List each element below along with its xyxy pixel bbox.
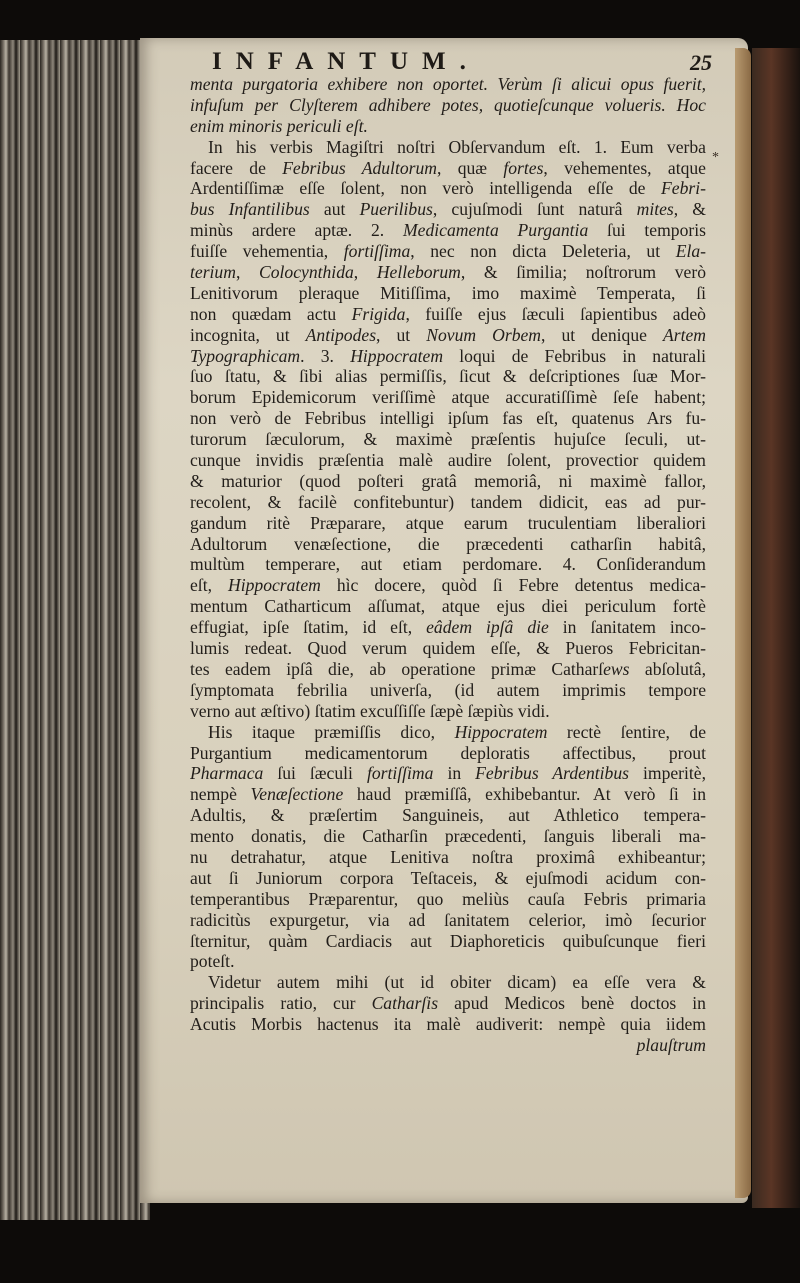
roman-text: , & ſimilia; noſtrorum verò — [460, 262, 706, 283]
page-stack-edges — [0, 40, 150, 1220]
roman-text: imperitè, — [628, 763, 706, 784]
roman-text: mento donatis, die Catharſin præcedenti, ſanguis liberali ma- — [190, 826, 706, 847]
roman-text: eſt, — [190, 575, 228, 596]
roman-text: , ut — [376, 324, 427, 345]
roman-text: , nec non dicta Deleteria, ut — [410, 241, 676, 262]
italic-text: Pharmaca — [190, 763, 264, 784]
text-line — [190, 74, 706, 95]
roman-text: gandum ritè Præparare, atque earum truculentiam liberaliori — [190, 512, 706, 533]
italic-text: Hippocratem — [350, 345, 444, 366]
italic-text: fortiſſima — [366, 763, 434, 784]
roman-text: & maturior (quod poſteri gratâ memoriâ, ni maximè fallor, — [190, 470, 706, 491]
roman-text: ſui temporis — [588, 220, 706, 241]
text-line — [190, 325, 706, 346]
roman-text: nempè — [190, 784, 251, 805]
text-line — [190, 158, 706, 179]
roman-text: , & — [673, 199, 706, 220]
roman-text: recolent, & facilè confitebuntur) tandem didicit, eas ad pur- — [190, 491, 706, 512]
text-line — [190, 993, 706, 1014]
roman-text: haud præmiſſâ, exhibebantur. At verò ſi in — [343, 784, 706, 805]
text-line — [190, 951, 706, 972]
roman-text: fuiſſe vehementia, — [190, 241, 344, 262]
text-line — [190, 575, 706, 596]
roman-text: in ſanitatem inco- — [548, 617, 706, 638]
text-line — [190, 910, 706, 931]
roman-text: nu detrahatur, atque Lenitiva noſtra proximâ exhibeantur; — [190, 846, 706, 867]
roman-text: , vehementes, atque — [543, 157, 706, 178]
margin-mark: * — [712, 150, 719, 165]
roman-text: , fuiſſe ejus ſæculi ſapientibus adeò — [405, 303, 706, 324]
text-line — [190, 137, 706, 158]
text-line — [190, 116, 706, 137]
running-title: INFANTUM. — [212, 48, 480, 75]
roman-text: ſymptomata febrilia univerſa, (id autem imprimis tempore — [190, 679, 706, 700]
text-line — [190, 784, 706, 805]
italic-text: ews — [603, 658, 630, 679]
text-line — [190, 889, 706, 910]
italic-text: eâdem ipſâ die — [426, 617, 549, 638]
text-line — [190, 722, 706, 743]
roman-text: His itaque præmiſſis dico, — [208, 721, 455, 742]
text-line — [190, 241, 706, 262]
italic-text: Frigida — [351, 303, 406, 324]
text-line — [190, 847, 706, 868]
italic-text: Catharſis — [371, 993, 439, 1014]
roman-text: turorum ſæculorum, & maximè præſentis hujuſce ſeculi, ut- — [190, 429, 706, 450]
roman-text: aut ſi Juniorum corpora Teſtaceis, & ejuſmodi acidum con- — [190, 867, 706, 888]
text-line — [190, 429, 706, 450]
roman-text: minùs ardere aptæ. 2. — [190, 220, 403, 241]
roman-text: multùm temperare, aut etiam perdomare. 4. Conſiderandum — [190, 554, 706, 575]
text-line — [190, 743, 706, 764]
italic-text: fortes — [503, 157, 544, 178]
roman-text: borum Epidemicorum veriſſimè atque accuratiſſimè ſeſe habent; — [190, 387, 706, 408]
roman-text: , — [353, 262, 377, 283]
roman-text: principalis ratio, cur — [190, 993, 372, 1014]
body-text — [190, 74, 706, 1056]
text-line — [190, 199, 706, 220]
roman-text: poteſt. — [190, 951, 235, 972]
text-line — [190, 659, 706, 680]
italic-text: Hippocratem — [228, 575, 321, 596]
text-line — [190, 805, 706, 826]
roman-text: Ardentiſſimæ eſſe ſolent, non verò intelligenda eſſe de — [190, 178, 662, 199]
italic-text: Venæſectione — [250, 784, 344, 805]
text-line — [190, 701, 706, 722]
text-line — [190, 450, 706, 471]
page-number: 25 — [690, 50, 712, 75]
text-line — [190, 95, 706, 116]
roman-text: non verò de Febribus intelligi ipſum fas eſt, quatenus Ars fu- — [190, 408, 706, 429]
roman-text: radicitùs expurgetur, via ad ſanitatem celerior, imò ſecurior — [190, 909, 706, 930]
roman-text: facere de — [190, 157, 283, 178]
italic-text: Colocynthida — [258, 262, 354, 283]
text-line — [190, 220, 706, 241]
italic-text: Artem — [662, 324, 706, 345]
italic-text: Puerilibus — [359, 199, 433, 220]
roman-text: hìc docere, quòd ſi Febre detentus medica- — [320, 575, 706, 596]
roman-text: incognita, ut — [190, 324, 306, 345]
text-line — [190, 513, 706, 534]
roman-text: ſuo ſtatu, & ſibi alias permiſſis, ſicut & deſcriptiones ſuæ Mor- — [190, 366, 706, 387]
italic-text: menta purgatoria exhibere non oportet. Verùm ſi alicui opus fuerit, — [190, 74, 706, 94]
text-line — [190, 596, 706, 617]
roman-text: cunque invidis præſentia malè audire ſolent, provectior quidem — [190, 450, 706, 471]
page-edge — [735, 48, 751, 1198]
italic-text: Febribus Adultorum — [282, 157, 437, 178]
italic-text: Novum Orbem — [426, 324, 542, 345]
roman-text: ſternitur, quàm Cardiacis aut Diaphoreticis quibuſcunque fieri — [190, 930, 706, 951]
text-line — [190, 387, 706, 408]
roman-text: , quæ — [436, 157, 504, 178]
text-line — [190, 826, 706, 847]
text-line — [190, 638, 706, 659]
italic-text: plauſtrum — [636, 1034, 706, 1055]
text-line — [190, 408, 706, 429]
italic-text: terium — [190, 262, 236, 283]
text-line — [190, 554, 706, 575]
italic-text: Febri- — [661, 178, 706, 199]
roman-text: temperantibus Præparentur, quo meliùs cauſa Febris primaria — [190, 888, 706, 909]
roman-text: Adultorum venæſectione, die præcedenti catharſin habitâ, — [190, 533, 706, 554]
text-line — [190, 680, 706, 701]
roman-text: ſui ſæculi — [263, 763, 367, 784]
roman-text: apud Medicos benè doctos in — [438, 993, 706, 1014]
text-line — [190, 283, 706, 304]
roman-text: aut — [309, 199, 360, 220]
italic-text: enim minoris periculi eſt. — [190, 115, 368, 136]
roman-text: . 3. — [300, 345, 351, 366]
text-line — [190, 178, 706, 199]
text-line — [190, 763, 706, 784]
roman-text: non quædam actu — [190, 303, 352, 324]
catchword — [190, 1035, 706, 1056]
text-line — [190, 868, 706, 889]
roman-text: effugiat, ipſe ſtatim, id eſt, — [190, 617, 427, 638]
roman-text: abſolutâ, — [629, 658, 706, 679]
book-cover — [752, 48, 800, 1208]
italic-text: Antipodes — [305, 324, 377, 345]
italic-text: fortiſſima — [343, 241, 411, 262]
roman-text: Purgantium medicamentorum deploratis affectibus, prout — [190, 742, 706, 763]
roman-text: verno aut æſtivo) ſtatim excuſſiſſe ſæpè ſæpiùs vidi. — [190, 700, 550, 721]
text-line — [190, 492, 706, 513]
roman-text: In his verbis Magiſtri noſtri Obſervandum eſt. 1. Eum verba — [208, 136, 706, 157]
text-line — [190, 1014, 706, 1035]
roman-text: loqui de Febribus in naturali — [443, 345, 706, 366]
italic-text: Ela- — [675, 241, 706, 262]
text-line — [190, 346, 706, 367]
text-line — [190, 304, 706, 325]
italic-text: Helleborum — [376, 262, 461, 283]
roman-text: Lenitivorum pleraque Mitiſſima, imo maximè Temperata, ſi — [190, 282, 706, 303]
roman-text: , ut denique — [541, 324, 663, 345]
roman-text: Acutis Morbis hactenus ita malè audiverit: nempè quia iidem — [190, 1014, 706, 1035]
text-line — [190, 471, 706, 492]
italic-text: Typographicam — [190, 345, 301, 366]
italic-text: Medicamenta Purgantia — [402, 220, 589, 241]
italic-text: bus Infantilibus — [190, 199, 310, 220]
roman-text: , cujuſmodi ſunt naturâ — [432, 199, 637, 220]
text-line — [190, 972, 706, 993]
roman-text: lumis redeat. Quod verum quidem eſſe, & Pueros Febricitan- — [190, 638, 706, 659]
roman-text: in — [433, 763, 476, 784]
roman-text: Adultis, & præſertim Sanguineis, aut Athletico tempera- — [190, 805, 706, 826]
text-line — [190, 534, 706, 555]
roman-text: Videtur autem mihi (ut id obiter dicam) ea eſſe vera & — [208, 972, 706, 993]
roman-text: mentum Catharticum aſſumat, atque ejus diei periculum fortè — [190, 596, 706, 617]
italic-text: mites — [636, 199, 674, 220]
text-line — [190, 366, 706, 387]
italic-text: infuſum per Clyſterem adhibere potes, quotieſcunque volueris. Hoc — [190, 94, 706, 115]
text-line — [190, 931, 706, 952]
italic-text: Hippocratem — [454, 721, 548, 742]
text-line — [190, 262, 706, 283]
text-line — [190, 617, 706, 638]
page-header — [212, 48, 712, 76]
italic-text: Febribus Ardentibus — [475, 763, 629, 784]
roman-text: tes eadem ipſâ die, ab operatione primæ Catharſ — [190, 658, 604, 679]
roman-text: , — [235, 262, 259, 283]
roman-text: rectè ſentire, de — [547, 721, 706, 742]
